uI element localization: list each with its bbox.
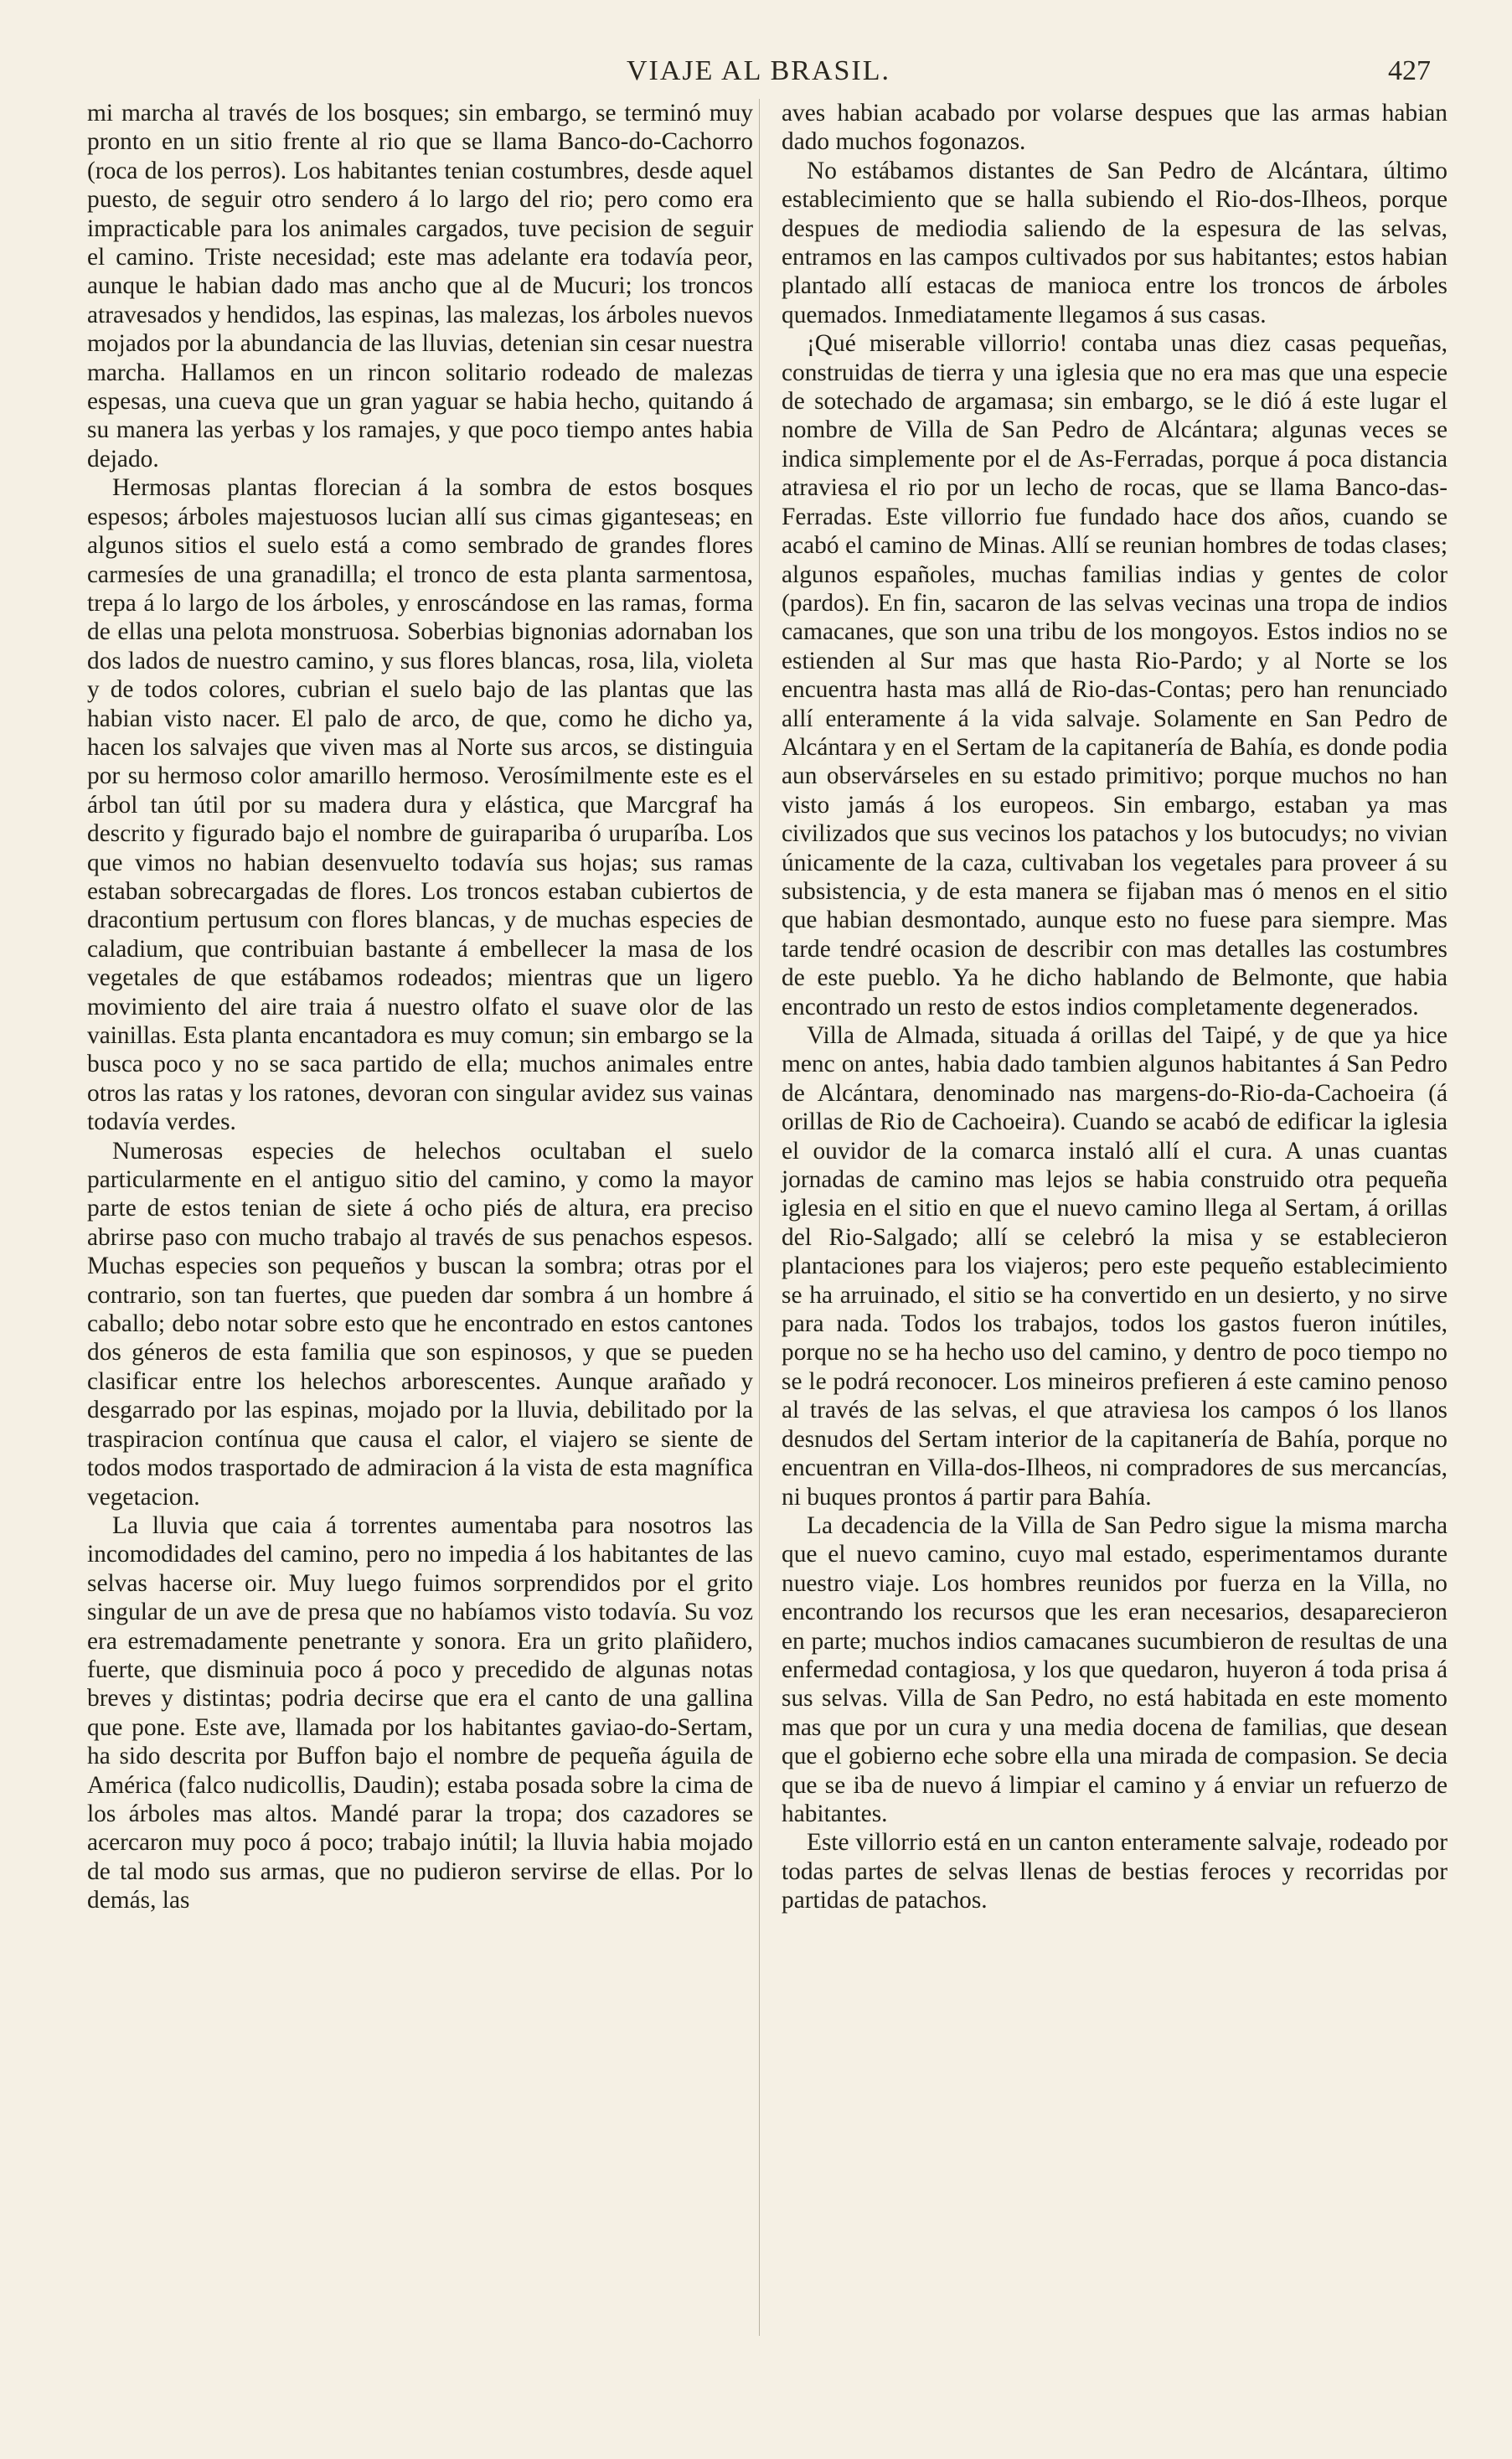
column-divider [759, 99, 760, 2336]
paragraph: ¡Qué miserable villorrio! contaba unas diez casas pequeñas, construidas de tierra y una iglesia que no era mas que una especie de sotechado de argamasa; sin embargo, se le dió á este lugar el nombre de Villa de San Pedro de Alcántara; algunas veces se indica simplemente por el de As-Ferradas, porque á poca distancia atraviesa el rio por un lecho de rocas, que se llama Banco-das-Ferradas. Este villorrio fue fundado hace dos años, cuando se acabó el camino de Minas. Allí se reunian hombres de todas clases; algunos españoles, muchas familias indias y gentes de color (pardos). En fin, sacaron de las selvas vecinas una tropa de indios camacanes, que son una tribu de los mongoyos. Estos indios no se estienden al Sur mas que hasta Rio-Pardo; y al Norte se los encuentra hasta mas allá de Rio-das-Contas; pero han renunciado allí enteramente á la vida salvaje. Solamente en San Pedro de Alcántara y en el Sertam de la capitanería de Bahía, es donde podia aun observárseles en su estado primitivo; porque muchos no han visto jamás á los europeos. Sin embargo, estaban ya mas civilizados que sus vecinos los patachos y los butocudys; no vivian únicamente de la caza, cultivaban los vegetales para proveer á su subsistencia, y de esta manera se fijaban mas ó menos en el sitio que habian desmontado, aunque esto no fuese para siempre. Mas tarde tendré ocasion de describir con mas detalles las costumbres de este pueblo. Ya he dicho hablando de Belmonte, que habia encontrado un resto de estos indios completamente degenerados. [782, 330, 1447, 1020]
paragraph: Numerosas especies de helechos ocultaban el suelo particularmente en el antiguo sitio del camino, y como la mayor parte de estos tenian de siete á ocho piés de altura, era preciso abrirse paso con mucho trabajo al través de sus penachos espesos. Muchas especies son pequeños y buscan la sombra; otras por el contrario, son tan fuertes, que pueden dar sombra á un hombre á caballo; debo notar sobre esto que he encontrado en estos cantones dos géneros de esta familia que son espinosos, y que se pueden clasificar entre los helechos arborescentes. Aunque arañado y desgarrado por las espinas, mojado por la lluvia, debilitado por la traspiracion contínua que causa el calor, el viajero se siente de todos modos trasportado de admiracion á la vista de esta magnífica vegetacion. [87, 1137, 753, 1511]
paragraph: Este villorrio está en un canton enteramente salvaje, rodeado por todas partes de selvas llenas de bestias feroces y recorridas por partidas de patachos. [782, 1829, 1447, 1914]
running-head: VIAJE AL BRASIL. [627, 55, 891, 86]
paragraph: aves habian acabado por volarse despues que las armas habian dado muchos fogonazos. [782, 100, 1447, 156]
paragraph: Villa de Almada, situada á orillas del Taipé, y de que ya hice menc on antes, habia dado tambien algunos habitantes á San Pedro de Alcántara, denominado nas margens-do-Rio-da-Cachoeira (á orillas de Rio de Cachoeira). Cuando se acabó de edificar la iglesia el ouvidor de la comarca instaló allí el cura. A unas cuantas jornadas de camino mas lejos se habia construido otra pequeña iglesia en el sitio en que el nuevo camino llega al Sertam, á orillas del Rio-Salgado; allí se celebró la misa y se establecieron plantaciones para los viajeros; pero este pequeño establecimiento se ha arruinado, el sitio se ha convertido en un desierto, y no sirve para nada. Todos los trabajos, todos los gastos fueron inútiles, porque no se ha hecho uso del camino, y dentro de poco tiempo no se le podrá reconocer. Los mineiros prefieren á este camino penoso al través de las selvas, el que atraviesa los campos ó los llanos desnudos del Sertam interior de la capitanería de Bahía, porque no encuentran en Villa-dos-Ilheos, ni compradores de sus mercancías, ni buques prontos á partir para Bahía. [782, 1022, 1447, 1511]
paragraph: mi marcha al través de los bosques; sin embargo, se terminó muy pronto en un sitio frente al rio que se llama Banco-do-Cachorro (roca de los perros). Los habitantes tenian costumbres, desde aquel puesto, de seguir otro sendero á lo largo del rio; pero como era impracticable para los animales cargados, tuve pecision de seguir el camino. Triste necesidad; este mas adelante era todavía peor, aunque le habian dado mas ancho que al de Mucuri; los troncos atravesados y hendidos, las espinas, las malezas, los árboles nuevos mojados por la abundancia de las lluvias, detenian sin cesar nuestra marcha. Hallamos en un rincon solitario rodeado de malezas espesas, una cueva que un gran yaguar se habia hecho, quitando á su manera las yerbas y los ramajes, y que poco tiempo antes habia dejado. [87, 100, 753, 473]
page-header [90, 55, 1431, 96]
paragraph: Hermosas plantas florecian á la sombra de estos bosques espesos; árboles majestuosos lucian allí sus cimas giganteseas; en algunos sitios el suelo está a como sembrado de grandes flores carmesíes de una granadilla; el tronco de esta planta sarmentosa, trepa á lo largo de los árboles, y enroscándose en las ramas, forma de ellas una pelota monstruosa. Soberbias bignonias adornaban los dos lados de nuestro camino, y sus flores blancas, rosa, lila, violeta y de todos colores, cubrian el suelo bajo de las plantas que las habian visto nacer. El palo de arco, de que, como he dicho ya, hacen los salvajes que viven mas al Norte sus arcos, se distinguia por su hermoso color amarillo hermoso. Verosímilmente este es el árbol tan útil por su madera dura y elástica, que Marcgraf ha descrito y figurado bajo el nombre de guirapariba ó uruparíba. Los que vimos no habian desenvuelto todavía sus hojas; sus ramas estaban sobrecargadas de flores. Los troncos estaban cubiertos de dracontium pertusum con flores blancas, y de muchas especies de caladium, que contribuian bastante á embellecer la masa de los vegetales de que estábamos rodeados; mientras que un ligero movimiento del aire traia á nuestro olfato el suave olor de las vainillas. Esta planta encantadora es muy comun; sin embargo se la busca poco y no se saca partido de ella; muchos animales entre otros las ratas y los ratones, devoran con singular avidez sus vainas todavía verdes. [87, 474, 753, 1136]
paragraph: La lluvia que caia á torrentes aumentaba para nosotros las incomodidades del camino, pero no impedia á los habitantes de las selvas hacerse oir. Muy luego fuimos sorprendidos por el grito singular de un ave de presa que no habíamos visto todavía. Su voz era estremadamente penetrante y sonora. Era un grito plañidero, fuerte, que disminuia poco á poco y precedido de algunas notas breves y distintas; podria decirse que era el canto de una gallina que pone. Este ave, llamada por los habitantes gaviao-do-Sertam, ha sido descrita por Buffon bajo el nombre de pequeña águila de América (falco nudicollis, Daudin); estaba posada sobre la cima de los árboles mas altos. Mandé parar la tropa; dos cazadores se acercaron muy poco á poco; trabajo inútil; la lluvia habia mojado de tal modo sus armas, que no pudieron servirse de ellas. Por lo demás, las [87, 1511, 753, 1914]
left-column [87, 99, 753, 1915]
paragraph: No estábamos distantes de San Pedro de Alcántara, último establecimiento que se halla subiendo el Rio-dos-Ilheos, porque despues de mediodia saliendo de la espesura de las selvas, entramos en las campos cultivados por sus habitantes; estos habian plantado allí estacas de manioca entre los troncos de árboles quemados. Inmediatamente llegamos á sus casas. [782, 157, 1447, 328]
right-column [782, 99, 1447, 1915]
paragraph: La decadencia de la Villa de San Pedro sigue la misma marcha que el nuevo camino, cuyo mal estado, esperimentamos durante nuestro viaje. Los hombres reunidos por fuerza en la Villa, no encontrando los recursos que les eran necesarios, desaparecieron en parte; muchos indios camacanes sucumbieron de resultas de una enfermedad contagiosa, y los que quedaron, huyeron á toda prisa á sus selvas. Villa de San Pedro, no está habitada en este momento mas que por un cura y una media docena de familias, que desean que el gobierno eche sobre ella una mirada de compasion. Se decia que se iba de nuevo á limpiar el camino y á enviar un refuerzo de habitantes. [782, 1511, 1447, 1827]
page-number: 427 [1388, 55, 1431, 86]
